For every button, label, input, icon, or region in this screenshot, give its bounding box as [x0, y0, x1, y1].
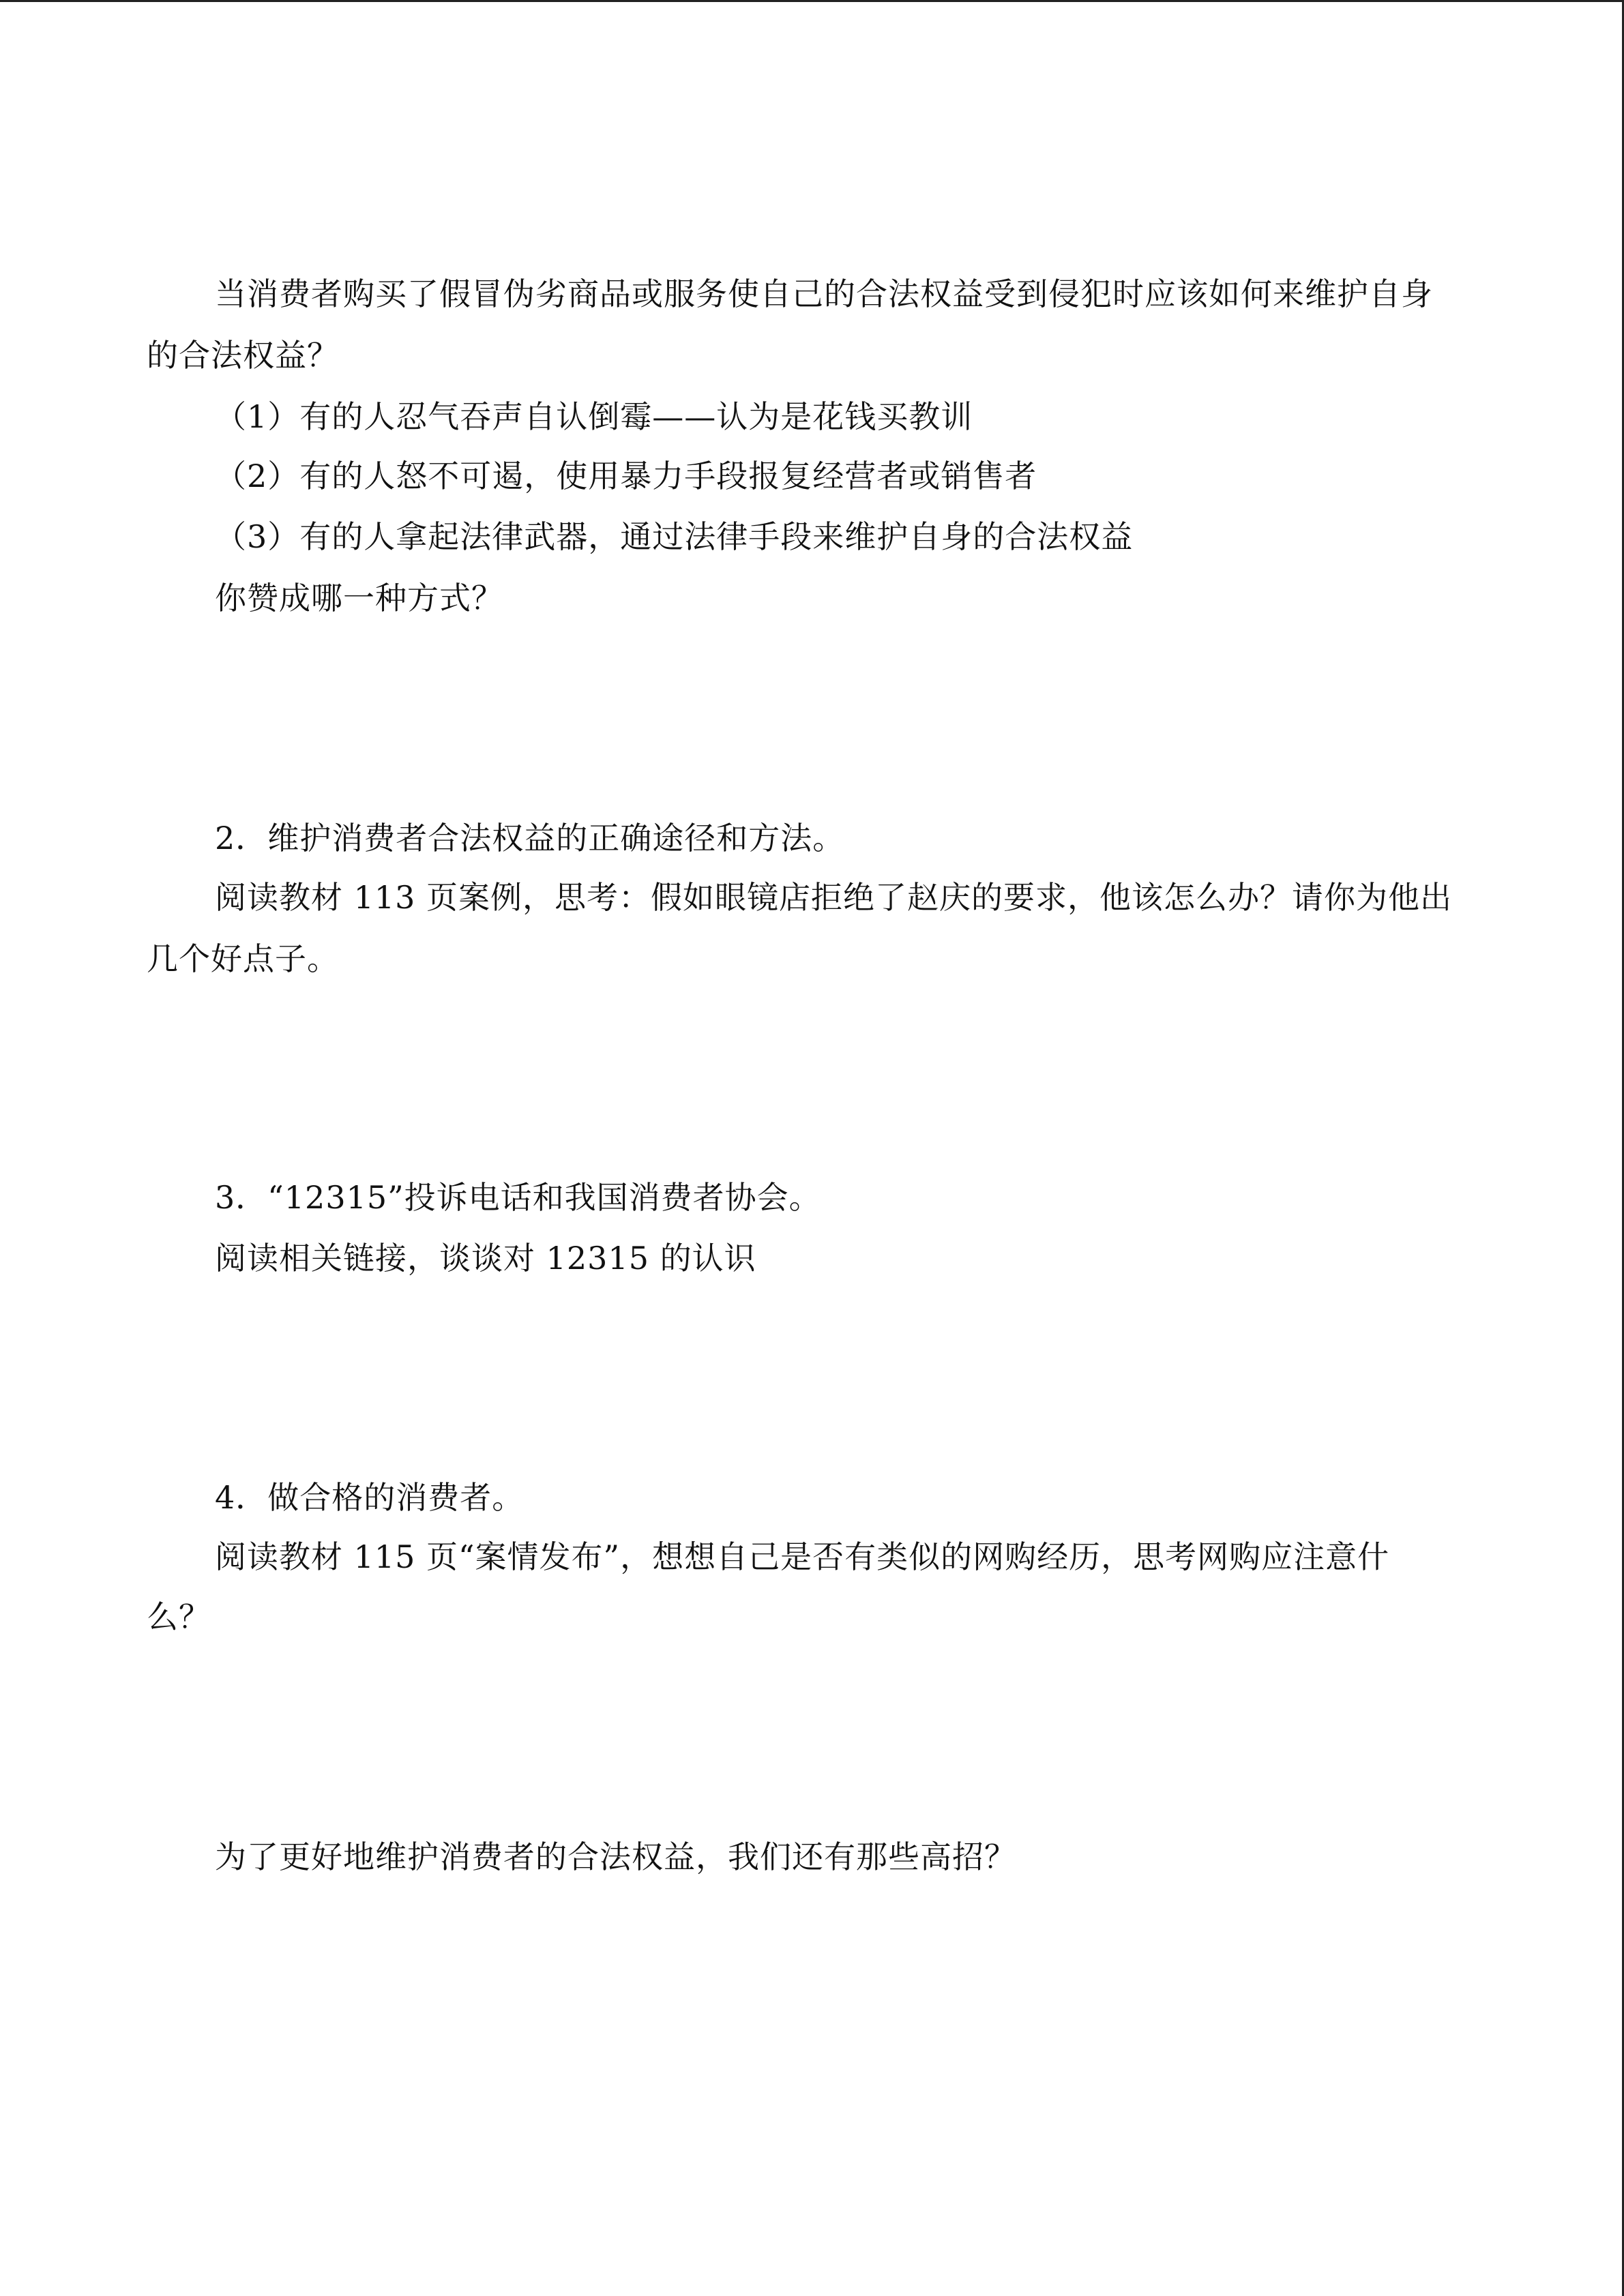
- intro-paragraph-line-2: 的合法权益？: [147, 337, 339, 374]
- section-4-heading: 4．做合格的消费者。: [215, 1479, 525, 1516]
- section-4-line-1: 阅读教材 115 页“案情发布”，想想自己是否有类似的网购经历，思考网购应注意什: [215, 1538, 1390, 1575]
- section-3-heading: 3．“12315”投诉电话和我国消费者协会。: [215, 1179, 821, 1216]
- intro-question: 你赞成哪一种方式？: [215, 580, 503, 616]
- section-4-line-2: 么？: [147, 1598, 211, 1635]
- section-2-line-2: 几个好点子。: [147, 940, 339, 977]
- section-2-heading: 2．维护消费者合法权益的正确途径和方法。: [215, 820, 845, 856]
- intro-option-3: （3）有的人拿起法律武器，通过法律手段来维护自身的合法权益: [215, 518, 1134, 555]
- intro-option-2: （2）有的人怒不可遏，使用暴力手段报复经营者或销售者: [215, 458, 1037, 494]
- section-3-line-1: 阅读相关链接，谈谈对 12315 的认识: [215, 1240, 756, 1277]
- closing-question: 为了更好地维护消费者的合法权益，我们还有那些高招？: [215, 1838, 1016, 1875]
- intro-paragraph-line-1: 当消费者购买了假冒伪劣商品或服务使自己的合法权益受到侵犯时应该如何来维护自身: [215, 275, 1433, 312]
- intro-option-1: （1）有的人忍气吞声自认倒霉——认为是花钱买教训: [215, 398, 973, 435]
- section-2-line-1: 阅读教材 113 页案例，思考：假如眼镜店拒绝了赵庆的要求，他该怎么办？请你为他出: [215, 879, 1453, 916]
